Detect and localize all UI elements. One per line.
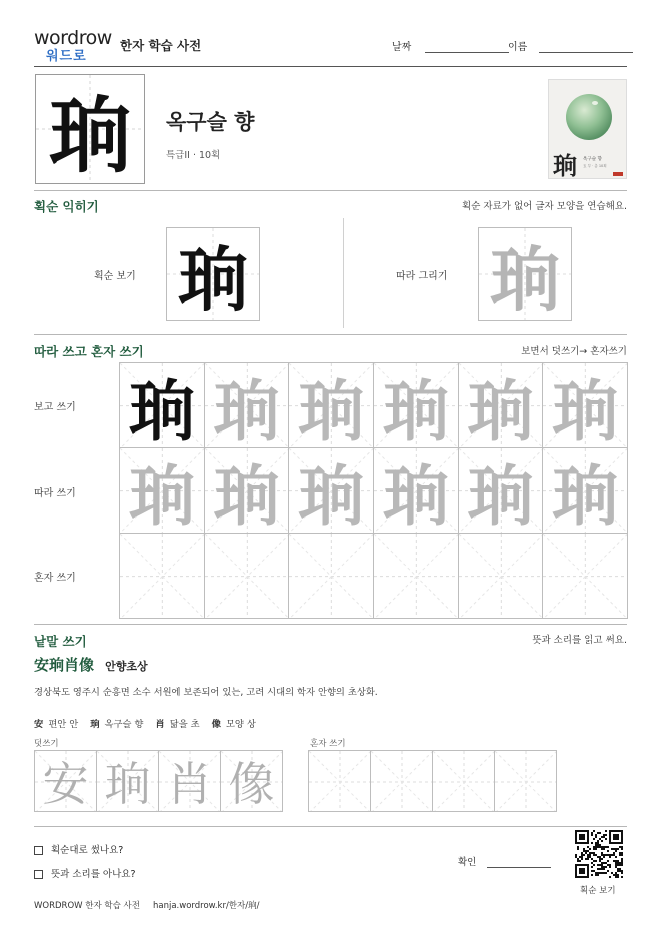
word-alone-label: 혼자 쓰기 xyxy=(310,739,346,749)
confirm-field[interactable] xyxy=(458,854,551,868)
word-cell[interactable] xyxy=(494,750,557,812)
practice-cell[interactable] xyxy=(458,447,544,533)
gloss-item xyxy=(212,719,256,730)
gloss-char: 肖 xyxy=(155,719,165,730)
practice-cell[interactable] xyxy=(458,362,544,448)
practice-cell[interactable] xyxy=(204,447,290,533)
word-cell[interactable] xyxy=(96,750,159,812)
word-description: 경상북도 영주시 순흥면 소수 서원에 보존되어 있는, 고려 시대의 학자 안향의 초상화. xyxy=(34,687,378,698)
practice-cell[interactable] xyxy=(119,362,205,448)
word-trace-grid[interactable] xyxy=(34,750,284,812)
practice-section-title: 따라 쓰고 혼자 쓰기 xyxy=(34,344,144,359)
hero-divider xyxy=(34,190,627,191)
practice-cell[interactable] xyxy=(542,362,628,448)
practice-row-label-alone: 혼자 쓰기 xyxy=(34,573,76,584)
qr-label: 획순 보기 xyxy=(580,886,616,896)
gloss-item xyxy=(34,719,78,730)
practice-cell[interactable] xyxy=(119,447,205,533)
word-cell-char: 肖 xyxy=(166,757,213,811)
stroke-vertical-divider xyxy=(343,218,344,328)
gloss-item xyxy=(155,719,199,730)
hero-char: 珦 xyxy=(48,87,131,184)
word-heading xyxy=(34,654,148,675)
practice-char: 珦 xyxy=(128,371,195,449)
stroke-section-note: 획순 자료가 없어 글자 모양을 연습해요. xyxy=(462,201,627,212)
footer-url[interactable]: hanja.wordrow.kr/한자/珦/ xyxy=(153,901,260,911)
stroke-divider xyxy=(34,334,627,335)
word-section-note: 뜻과 소리를 읽고 써요. xyxy=(532,635,627,646)
check-meaning[interactable] xyxy=(34,866,136,880)
practice-char: 珦 xyxy=(552,371,619,449)
check-stroke-order-label: 획순대로 썼나요? xyxy=(51,845,124,856)
gloss-meaning: 모양 상 xyxy=(225,719,256,730)
logo-en: wordrow xyxy=(34,27,112,49)
gloss-meaning: 편안 안 xyxy=(48,719,79,730)
word-alone-grid[interactable] xyxy=(308,750,558,812)
thumb-char: 珦 xyxy=(553,151,577,179)
practice-cell[interactable] xyxy=(288,533,374,619)
word-cell[interactable] xyxy=(308,750,371,812)
gloss-char: 像 xyxy=(211,719,221,730)
logo xyxy=(34,28,114,64)
word-reading: 안향초상 xyxy=(105,660,148,673)
check-meaning-label: 뜻과 소리를 아나요? xyxy=(51,869,136,880)
gloss-char: 安 xyxy=(34,719,44,730)
word-cell[interactable] xyxy=(432,750,495,812)
practice-row-label-trace: 따라 쓰기 xyxy=(34,488,76,499)
practice-char: 珦 xyxy=(298,371,365,449)
word-cell[interactable] xyxy=(34,750,97,812)
stroke-section-title: 획순 익히기 xyxy=(34,199,99,214)
word-cell-char: 像 xyxy=(228,757,275,811)
date-field[interactable] xyxy=(392,38,509,53)
practice-char: 珦 xyxy=(552,457,619,534)
checkbox-icon[interactable] xyxy=(34,870,43,879)
word-trace-label: 덧쓰기 xyxy=(34,739,59,749)
stroke-view-label: 획순 보기 xyxy=(94,271,136,282)
word-cell-char: 安 xyxy=(42,757,89,811)
name-label: 이름 xyxy=(508,42,528,53)
practice-grid[interactable] xyxy=(119,362,627,618)
stroke-trace-char: 珦 xyxy=(490,237,560,321)
date-label: 날짜 xyxy=(392,42,412,53)
footer-brand: WORDROW 한자 학습 사전 xyxy=(34,901,140,911)
practice-char: 珦 xyxy=(298,457,365,534)
thumb-caption-sub: 玉 부 · 총 10획 xyxy=(583,164,607,168)
thumb-caption-title: 옥구슬 향 xyxy=(583,157,602,162)
checkbox-icon[interactable] xyxy=(34,846,43,855)
logo-ko: 워드로 xyxy=(46,49,87,64)
practice-cell[interactable] xyxy=(204,533,290,619)
practice-char: 珦 xyxy=(213,371,280,449)
practice-cell[interactable] xyxy=(373,533,459,619)
check-stroke-order[interactable] xyxy=(34,842,123,856)
header-divider xyxy=(34,66,627,67)
stroke-view-box xyxy=(166,227,260,321)
word-gloss xyxy=(34,716,268,730)
word-cell[interactable] xyxy=(220,750,283,812)
stroke-view-char: 珦 xyxy=(178,237,248,321)
practice-cell[interactable] xyxy=(204,362,290,448)
word-section-title: 낱말 쓰기 xyxy=(34,634,87,649)
practice-cell[interactable] xyxy=(458,533,544,619)
word-divider xyxy=(34,826,627,827)
word-cell-char: 珦 xyxy=(104,757,151,811)
hero-grade: 특급II · 10획 xyxy=(166,150,221,161)
practice-cell[interactable] xyxy=(373,362,459,448)
practice-cell[interactable] xyxy=(373,447,459,533)
practice-char: 珦 xyxy=(467,371,534,449)
practice-cell[interactable] xyxy=(119,533,205,619)
practice-divider xyxy=(34,624,627,625)
hero-thumbnail xyxy=(548,79,627,179)
practice-cell[interactable] xyxy=(542,533,628,619)
practice-char: 珦 xyxy=(382,457,449,534)
gloss-meaning: 닮을 초 xyxy=(169,719,200,730)
hero-meaning: 옥구슬 향 xyxy=(166,110,255,134)
word-hanja: 安珦肖像 xyxy=(34,656,95,674)
stroke-trace-box[interactable] xyxy=(478,227,572,321)
practice-section-note: 보면서 덧쓰기→ 혼자쓰기 xyxy=(521,346,627,357)
word-cell[interactable] xyxy=(370,750,433,812)
header-title: 한자 학습 사전 xyxy=(120,38,202,53)
practice-char: 珦 xyxy=(467,457,534,534)
word-cell[interactable] xyxy=(158,750,221,812)
qr-code-icon[interactable] xyxy=(575,830,623,878)
gloss-meaning: 옥구슬 향 xyxy=(104,719,144,730)
practice-char: 珦 xyxy=(382,371,449,449)
practice-cell[interactable] xyxy=(288,362,374,448)
practice-cell[interactable] xyxy=(288,447,374,533)
practice-row-label-see: 보고 쓰기 xyxy=(34,402,76,413)
stroke-trace-label: 따라 그리기 xyxy=(396,271,448,282)
confirm-label: 확인 xyxy=(458,857,477,868)
name-field[interactable] xyxy=(508,38,633,53)
gloss-char: 珦 xyxy=(90,719,100,730)
practice-cell[interactable] xyxy=(542,447,628,533)
practice-char: 珦 xyxy=(128,457,195,534)
gloss-item xyxy=(90,719,143,730)
hero-char-box xyxy=(35,74,145,184)
practice-char: 珦 xyxy=(213,457,280,534)
